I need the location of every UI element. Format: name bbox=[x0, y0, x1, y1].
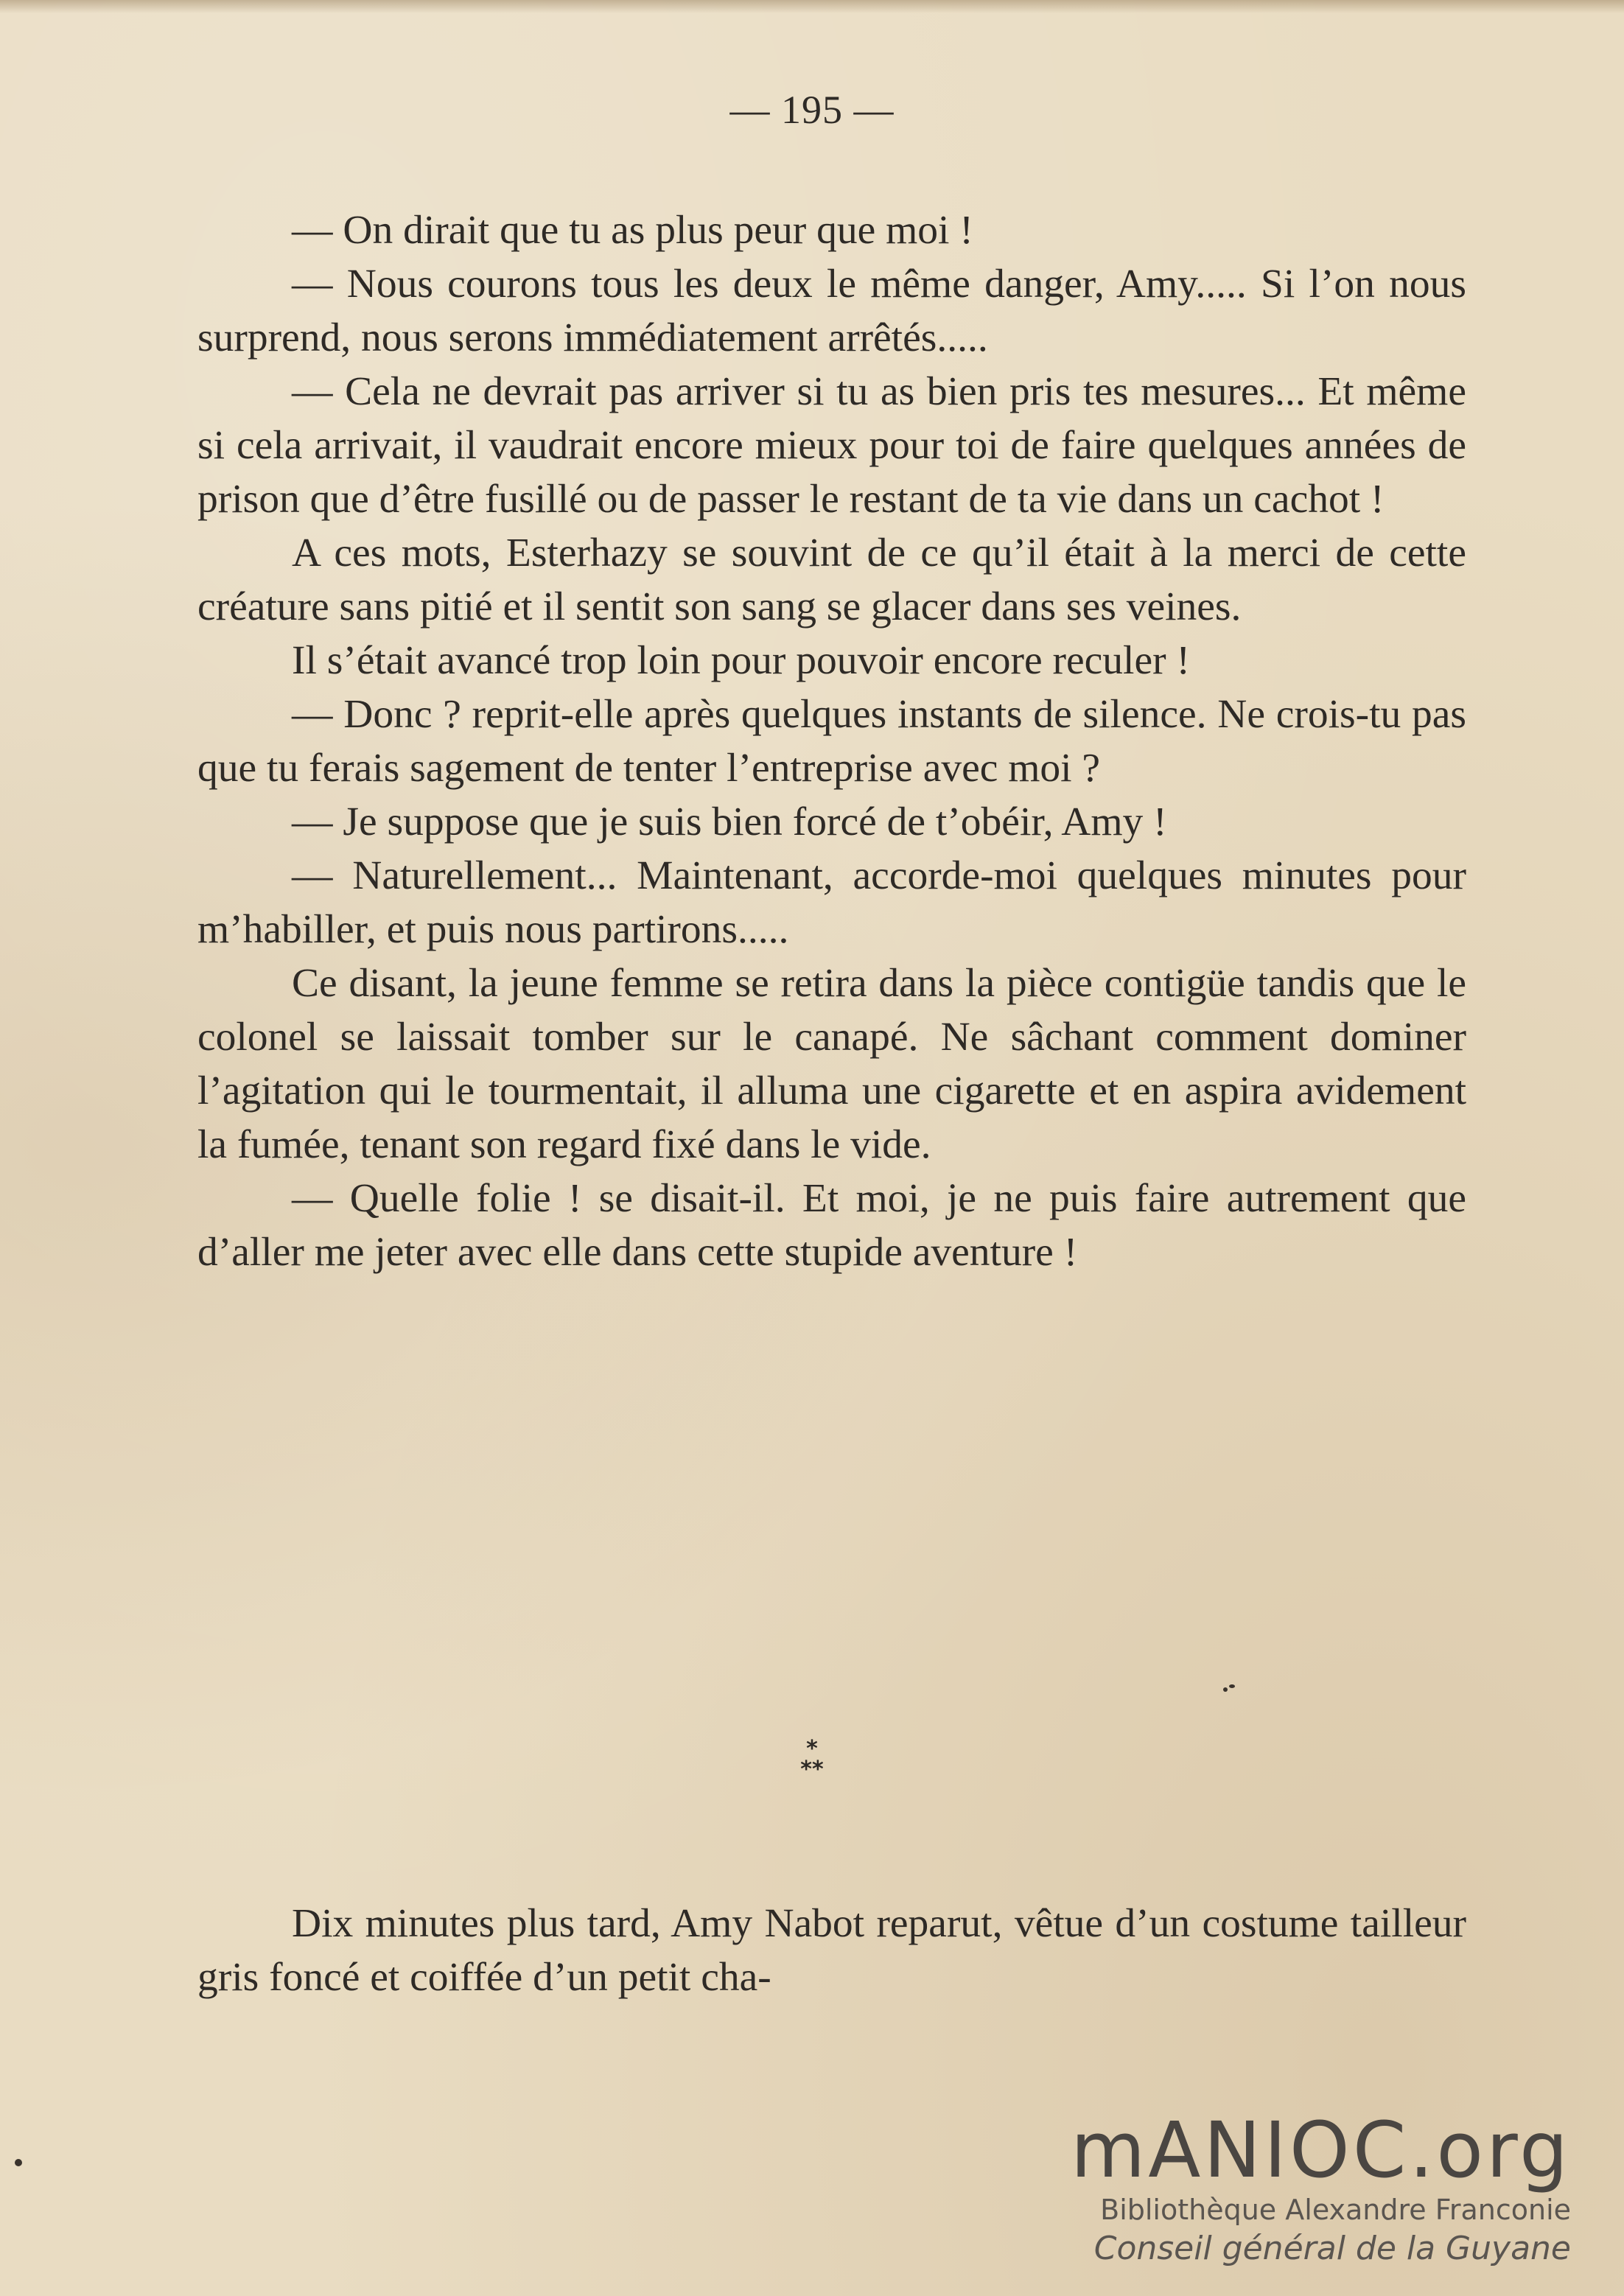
paper-speck bbox=[1229, 1684, 1235, 1688]
paragraph-9: Ce disant, la jeune femme se retira dans la pièce contigüe tandis que le colonel se laissait tomber sur le canapé. Ne sâchant comment dominer l’agitation qui le tourmentait, il alluma une cigarette et en aspira avidement la fumée, tenant son regard fixé dans le vide. bbox=[197, 961, 1466, 1167]
library-name: Bibliothèque Alexandre Franconie bbox=[1100, 2194, 1571, 2226]
main-text bbox=[197, 203, 1466, 1279]
paragraph-10: — Quelle folie ! se disait-il. Et moi, je ne puis faire autrement que d’aller me jeter avec elle dans cette stupide aventure ! bbox=[197, 1176, 1466, 1275]
manioc-logo: mANIOC.org bbox=[1070, 2105, 1571, 2195]
page-number: — 195 — bbox=[729, 88, 895, 132]
council-name: Conseil général de la Guyane bbox=[1093, 2230, 1571, 2267]
asterism-bottom: ** bbox=[800, 1757, 824, 1782]
paragraph-7: — Je suppose que je suis bien forcé de t’obéir, Amy ! bbox=[292, 799, 1167, 844]
library-watermark bbox=[1055, 2105, 1571, 2269]
paragraph-4: A ces mots, Esterhazy se souvint de ce qu’il était à la merci de cette créature sans pitié et il sentit son sang se glacer dans ses veines. bbox=[197, 531, 1466, 629]
paragraph-8: — Naturellement... Maintenant, accorde-moi quelques minutes pour m’habiller, et puis nous partirons..... bbox=[197, 853, 1466, 952]
paragraph-2: — Nous courons tous les deux le même danger, Amy..... Si l’on nous surprend, nous serons immédiatement arrêtés..... bbox=[197, 262, 1466, 360]
paragraph-5: Il s’était avancé trop loin pour pouvoir encore reculer ! bbox=[292, 638, 1190, 683]
paper-speck bbox=[1223, 1687, 1228, 1692]
asterism-top: * bbox=[806, 1736, 818, 1762]
page-edge-shadow bbox=[0, 0, 1624, 13]
paragraph-3: — Cela ne devrait pas arriver si tu as bien pris tes mesures... Et même si cela arrivait, il vaudrait encore mieux pour toi de faire quelques années de prison que d’être fusillé ou de passer le restant de ta vie dans un cachot ! bbox=[197, 369, 1466, 522]
scene-break-asterism bbox=[0, 1736, 1624, 1782]
paragraph-after-break: Dix minutes plus tard, Amy Nabot reparut, vêtue d’un costume tailleur gris foncé et coiffée d’un petit cha- bbox=[197, 1901, 1466, 2000]
paragraph-1: — On dirait que tu as plus peur que moi ! bbox=[292, 208, 973, 253]
paper-speck bbox=[15, 2159, 22, 2166]
paragraph-6: — Donc ? reprit-elle après quelques instants de silence. Ne crois-tu pas que tu ferais sagement de tenter l’entreprise avec moi ? bbox=[197, 692, 1466, 791]
continuation-text bbox=[197, 1897, 1466, 2004]
